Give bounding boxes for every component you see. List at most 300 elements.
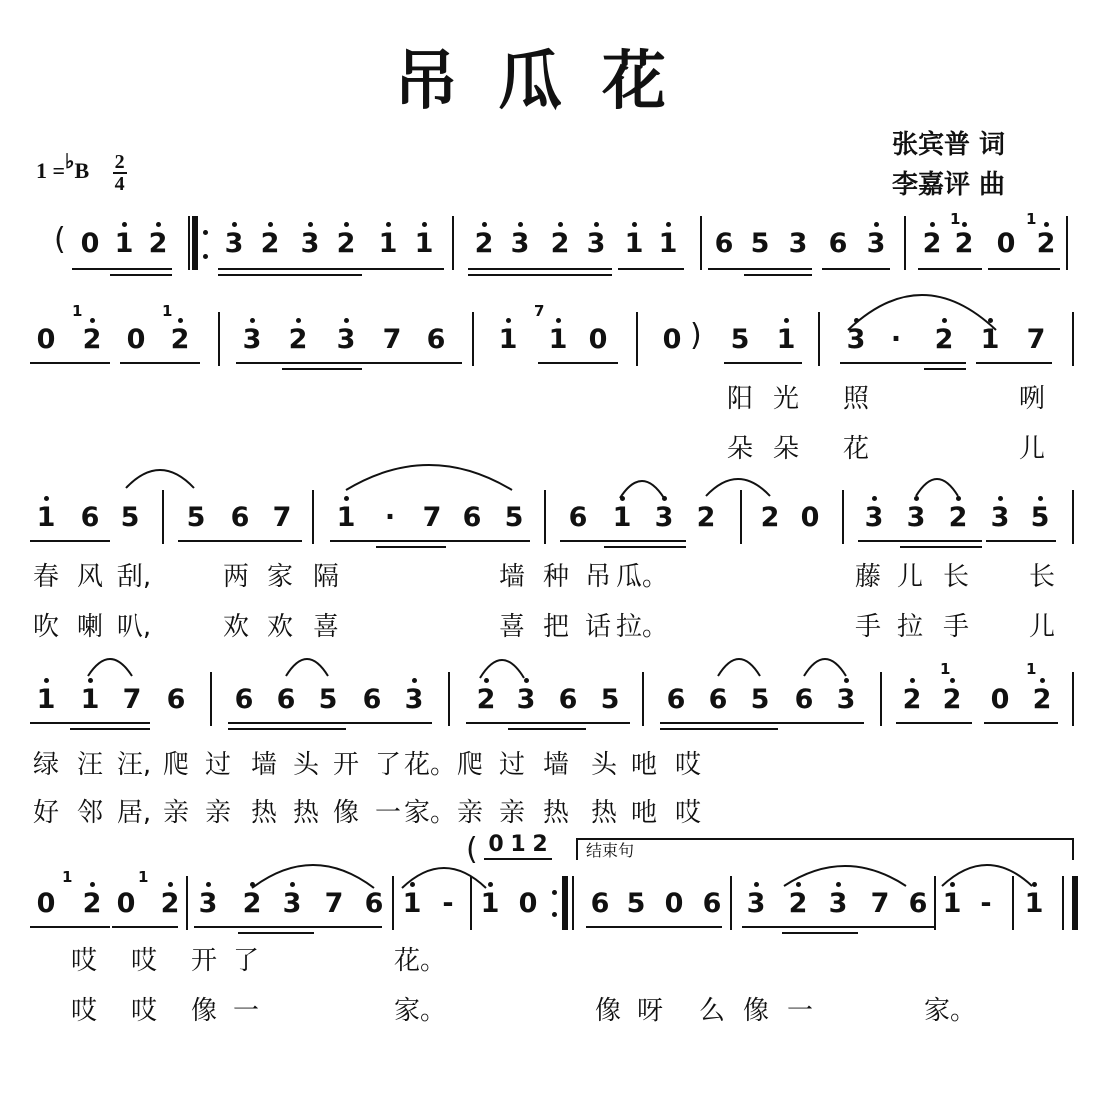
lyric-syllable: 开 (190, 946, 218, 976)
slur (286, 659, 328, 676)
lyric-syllable: 阳 (726, 384, 754, 414)
barline (1066, 216, 1068, 270)
note: 5 (750, 684, 770, 715)
note: 6 (234, 684, 254, 715)
lyric-syllable: 哎 (70, 946, 98, 976)
lyric-syllable: 喜 (312, 612, 340, 642)
beam-line (194, 926, 382, 928)
lyric-syllable: 家。 (403, 798, 457, 828)
note: 2 (696, 502, 716, 533)
note: · (384, 502, 396, 533)
note: 0 (662, 324, 682, 355)
upper-octave-dot (518, 222, 523, 227)
note: 5 (120, 502, 140, 533)
upper-octave-dot (874, 222, 879, 227)
song-title: 吊瓜花 (394, 45, 706, 119)
upper-octave-dot (998, 496, 1003, 501)
note: 3 (404, 684, 424, 715)
slur (706, 479, 770, 496)
note: 2 (934, 324, 954, 355)
lyric-syllable: 亲 (162, 798, 190, 828)
slur (126, 470, 194, 488)
lyric-syllable: 欢 (222, 612, 250, 642)
beam-line (604, 546, 686, 548)
beam-line (586, 926, 722, 928)
upper-octave-dot (206, 882, 211, 887)
barline (818, 312, 820, 366)
key-prefix: 1 = (36, 158, 66, 184)
note: 2 (260, 228, 280, 259)
upper-octave-dot (90, 318, 95, 323)
note: 5 (626, 888, 646, 919)
note: 3 (864, 502, 884, 533)
lyric-syllable: 欢 (266, 612, 294, 642)
upper-octave-dot (422, 222, 427, 227)
note: 6 (462, 502, 482, 533)
beam-line (986, 540, 1056, 542)
open-paren: ( (54, 222, 66, 257)
lyric-syllable: 过 (204, 750, 232, 780)
upper-octave-dot (930, 222, 935, 227)
note: 1 (776, 324, 796, 355)
upper-octave-dot (910, 678, 915, 683)
upper-octave-dot (632, 222, 637, 227)
lyric-syllable: 绿 (32, 750, 60, 780)
note: 2 (550, 228, 570, 259)
note: 7 (272, 502, 292, 533)
note: 3 (866, 228, 886, 259)
flat-symbol: ♭ (65, 151, 75, 174)
ending-bracket-end (1072, 838, 1074, 860)
beam-line (724, 362, 802, 364)
lyric-syllable: 像 (594, 996, 622, 1026)
note: 6 (558, 684, 578, 715)
key-note: B (74, 158, 90, 184)
note: 0 (80, 228, 100, 259)
note: 1 (942, 888, 962, 919)
lyric-syllable: 头 (292, 750, 320, 780)
upper-octave-dot (122, 222, 127, 227)
note: 6 (230, 502, 250, 533)
upper-octave-dot (296, 318, 301, 323)
composer-credit: 李嘉评 曲 (892, 170, 1006, 200)
note: 5 (730, 324, 750, 355)
note: 0 (588, 324, 608, 355)
upper-octave-dot (754, 882, 759, 887)
note: 7 (422, 502, 442, 533)
time-signature (113, 152, 127, 194)
note: - (442, 888, 454, 919)
barline (452, 216, 454, 270)
lyric-syllable: 朵 (772, 434, 800, 464)
upper-octave-dot (1040, 678, 1045, 683)
upper-octave-dot (344, 496, 349, 501)
beam-line (840, 362, 966, 364)
upper-octave-dot (1032, 882, 1037, 887)
upper-octave-dot (662, 496, 667, 501)
beam-line (822, 268, 890, 270)
barline (880, 672, 882, 726)
repeat-bar (192, 216, 198, 270)
beam-line (466, 722, 630, 724)
beam-line (660, 722, 864, 724)
note: 1 (980, 324, 1000, 355)
upper-octave-dot (836, 882, 841, 887)
note: 2 (902, 684, 922, 715)
note: 0 (800, 502, 820, 533)
barline (1072, 672, 1074, 726)
lyric-syllable: 哎 (130, 996, 158, 1026)
note: 3 (510, 228, 530, 259)
barline (636, 312, 638, 366)
lyric-syllable: 一 (786, 996, 814, 1026)
note: 3 (788, 228, 808, 259)
note: 1 (336, 502, 356, 533)
barline (312, 490, 314, 544)
note: 1 (612, 502, 632, 533)
upper-octave-dot (872, 496, 877, 501)
slur (480, 660, 524, 678)
note: 5 (318, 684, 338, 715)
note: 2 (160, 888, 180, 919)
pickup-note: 1 (510, 832, 526, 857)
beam-line (742, 926, 936, 928)
barline (572, 876, 574, 930)
barline (700, 216, 702, 270)
note: 2 (760, 502, 780, 533)
lyric-syllable: 喇 (76, 612, 104, 642)
lyric-syllable: 热 (590, 798, 618, 828)
barline (904, 216, 906, 270)
lyric-syllable: 儿 (1028, 612, 1056, 642)
beam-line (900, 546, 982, 548)
pickup-note: 2 (532, 832, 548, 857)
note: 3 (282, 888, 302, 919)
note: 0 (518, 888, 538, 919)
note: 2 (474, 228, 494, 259)
note: 3 (198, 888, 218, 919)
lyric-syllable: 手 (854, 612, 882, 642)
note: 6 (702, 888, 722, 919)
note: 2 (1032, 684, 1052, 715)
note: 1 (36, 684, 56, 715)
slur (942, 865, 1032, 886)
lyric-syllable: 哎 (674, 750, 702, 780)
lyric-syllable: 儿 (1018, 434, 1046, 464)
lyricist-credit: 张宾普 词 (892, 130, 1006, 160)
lyric-syllable: 热 (292, 798, 320, 828)
lyric-syllable: 长 (1028, 562, 1056, 592)
beam-line (708, 268, 812, 270)
slur (88, 659, 132, 676)
beam-line (468, 268, 612, 270)
lyric-syllable: 好 (32, 798, 60, 828)
beam-line (30, 362, 110, 364)
beam-line (30, 926, 110, 928)
lyric-syllable: 风 (76, 562, 104, 592)
note: 3 (300, 228, 320, 259)
note: 5 (1030, 502, 1050, 533)
note: 6 (166, 684, 186, 715)
upper-octave-dot (556, 318, 561, 323)
time-numerator: 2 (114, 151, 125, 173)
lyric-syllable: 一 (232, 996, 260, 1026)
upper-octave-dot (250, 882, 255, 887)
barline (392, 876, 394, 930)
lyric-syllable: 把 (542, 612, 570, 642)
note: 3 (336, 324, 356, 355)
lyric-syllable: 隔 (312, 562, 340, 592)
repeat-dot (203, 254, 208, 259)
lyric-syllable: 朵 (726, 434, 754, 464)
lyric-syllable: 花 (842, 434, 870, 464)
lyric-syllable: 光 (772, 384, 800, 414)
beam-line (30, 722, 150, 724)
upper-octave-dot (484, 678, 489, 683)
note: 2 (948, 502, 968, 533)
lyric-syllable: 头 (590, 750, 618, 780)
note: 2 (170, 324, 190, 355)
lyric-syllable: 咧 (1018, 384, 1046, 414)
lyric-syllable: 亲 (498, 798, 526, 828)
lyric-syllable: 开 (332, 750, 360, 780)
upper-octave-dot (488, 882, 493, 887)
note: 3 (746, 888, 766, 919)
beam-line (120, 362, 200, 364)
barline (210, 672, 212, 726)
lyric-syllable: 么 (698, 996, 726, 1026)
lyric-syllable: 哎 (674, 798, 702, 828)
note: 5 (750, 228, 770, 259)
barline (188, 216, 190, 270)
note: 6 (276, 684, 296, 715)
lyric-syllable: 种 (542, 562, 570, 592)
lyric-syllable: 家。 (923, 996, 977, 1026)
beam-line (618, 268, 684, 270)
lyric-syllable: 吊 (584, 562, 612, 592)
grace-note: 1 (162, 302, 173, 320)
lyric-syllable: 呀 (636, 996, 664, 1026)
upper-octave-dot (524, 678, 529, 683)
note: 7 (382, 324, 402, 355)
ending-label: 结束句 (586, 841, 635, 860)
lyric-syllable: 爬 (456, 750, 484, 780)
note: 1 (1024, 888, 1044, 919)
grace-note: 1 (72, 302, 83, 320)
repeat-dot (203, 230, 208, 235)
lyric-syllable: 叭, (116, 612, 152, 642)
grace-note: 1 (950, 210, 961, 228)
note: 6 (80, 502, 100, 533)
barline (448, 672, 450, 726)
barline (544, 490, 546, 544)
beam-line (112, 926, 178, 928)
close-paren: ) (690, 318, 702, 353)
barline (730, 876, 732, 930)
lyric-syllable: 居, (116, 798, 152, 828)
lyric-syllable: 藤 (854, 562, 882, 592)
upper-octave-dot (168, 882, 173, 887)
lyric-syllable: 亲 (204, 798, 232, 828)
slur (784, 866, 906, 886)
lyric-syllable: 墙 (542, 750, 570, 780)
note: - (980, 888, 992, 919)
upper-octave-dot (178, 318, 183, 323)
note: 1 (624, 228, 644, 259)
note: 6 (714, 228, 734, 259)
note: 2 (242, 888, 262, 919)
lyric-syllable: 过 (498, 750, 526, 780)
upper-octave-dot (232, 222, 237, 227)
upper-octave-dot (386, 222, 391, 227)
beam-line (782, 932, 858, 934)
beam-line (236, 362, 462, 364)
note: 2 (942, 684, 962, 715)
repeat-dot (552, 890, 557, 895)
upper-octave-dot (506, 318, 511, 323)
slur (620, 481, 664, 498)
upper-octave-dot (1038, 496, 1043, 501)
barline (470, 876, 472, 930)
beam-line (218, 268, 444, 270)
upper-octave-dot (620, 496, 625, 501)
barline (1012, 876, 1014, 930)
lyric-syllable: 长 (942, 562, 970, 592)
lyric-syllable: 两 (222, 562, 250, 592)
note: 1 (378, 228, 398, 259)
upper-octave-dot (784, 318, 789, 323)
lyric-syllable: 照 (842, 384, 870, 414)
note: 0 (990, 684, 1010, 715)
upper-octave-dot (344, 222, 349, 227)
note: 2 (1036, 228, 1056, 259)
beam-line (924, 368, 966, 370)
barline (842, 490, 844, 544)
note: 1 (414, 228, 434, 259)
upper-octave-dot (950, 882, 955, 887)
grace-note: 1 (138, 868, 149, 886)
lyric-syllable: 亲 (456, 798, 484, 828)
lyric-syllable: 了 (374, 750, 402, 780)
note: 2 (336, 228, 356, 259)
note: 0 (116, 888, 136, 919)
lyric-syllable: 墙 (498, 562, 526, 592)
lyric-syllable: 汪, (116, 750, 152, 780)
note: 6 (908, 888, 928, 919)
pickup-note: 0 (488, 832, 504, 857)
beam-line (918, 268, 982, 270)
grace-note: 1 (1026, 660, 1037, 678)
note: 2 (788, 888, 808, 919)
beam-line (988, 268, 1060, 270)
note: 2 (82, 888, 102, 919)
note: 7 (870, 888, 890, 919)
beam-line (984, 722, 1058, 724)
barline (740, 490, 742, 544)
upper-octave-dot (844, 678, 849, 683)
note: 3 (516, 684, 536, 715)
beam-line (178, 540, 302, 542)
beam-line (282, 368, 362, 370)
ending-bracket-top (576, 838, 1074, 840)
lyric-syllable: 爬 (162, 750, 190, 780)
upper-octave-dot (594, 222, 599, 227)
note: 6 (568, 502, 588, 533)
beam-line (238, 932, 314, 934)
lyric-syllable: 拉 (896, 612, 924, 642)
note: 1 (480, 888, 500, 919)
beam-line (228, 728, 346, 730)
beam-line (538, 362, 618, 364)
note: 5 (186, 502, 206, 533)
slur (346, 465, 512, 490)
note: 6 (590, 888, 610, 919)
lyric-syllable: 春 (32, 562, 60, 592)
beam-line (660, 728, 778, 730)
upper-octave-dot (482, 222, 487, 227)
note: 2 (82, 324, 102, 355)
upper-octave-dot (942, 318, 947, 323)
note: 2 (148, 228, 168, 259)
upper-octave-dot (88, 678, 93, 683)
lyric-syllable: 热 (250, 798, 278, 828)
note: 6 (794, 684, 814, 715)
note: 3 (990, 502, 1010, 533)
barline (218, 312, 220, 366)
note: · (890, 324, 902, 355)
lyric-syllable: 哎 (70, 996, 98, 1026)
slur (718, 659, 760, 676)
slur (848, 295, 996, 330)
note: 7 (1026, 324, 1046, 355)
note: 6 (828, 228, 848, 259)
upper-octave-dot (410, 882, 415, 887)
upper-octave-dot (290, 882, 295, 887)
note: 3 (242, 324, 262, 355)
note: 0 (126, 324, 146, 355)
upper-octave-dot (412, 678, 417, 683)
beam-line (896, 722, 972, 724)
note: 7 (324, 888, 344, 919)
beam-line (376, 546, 446, 548)
barline (186, 876, 188, 930)
beam-line (30, 540, 110, 542)
slur (252, 865, 374, 888)
upper-octave-dot (988, 318, 993, 323)
note: 3 (586, 228, 606, 259)
upper-octave-dot (1044, 222, 1049, 227)
note: 0 (36, 324, 56, 355)
beam-line (976, 362, 1052, 364)
beam-line (468, 274, 612, 276)
lyric-syllable: 吔 (630, 798, 658, 828)
barline (1062, 876, 1064, 930)
slur (804, 659, 846, 676)
upper-octave-dot (156, 222, 161, 227)
note: 3 (828, 888, 848, 919)
upper-octave-dot (90, 882, 95, 887)
note: 6 (362, 684, 382, 715)
lyric-syllable: 家。 (393, 996, 447, 1026)
beam-line (72, 268, 172, 270)
note: 5 (600, 684, 620, 715)
note: 1 (498, 324, 518, 355)
note: 1 (658, 228, 678, 259)
upper-octave-dot (950, 678, 955, 683)
beam-line (744, 274, 812, 276)
beam-line (484, 858, 552, 860)
lyric-syllable: 吹 (32, 612, 60, 642)
